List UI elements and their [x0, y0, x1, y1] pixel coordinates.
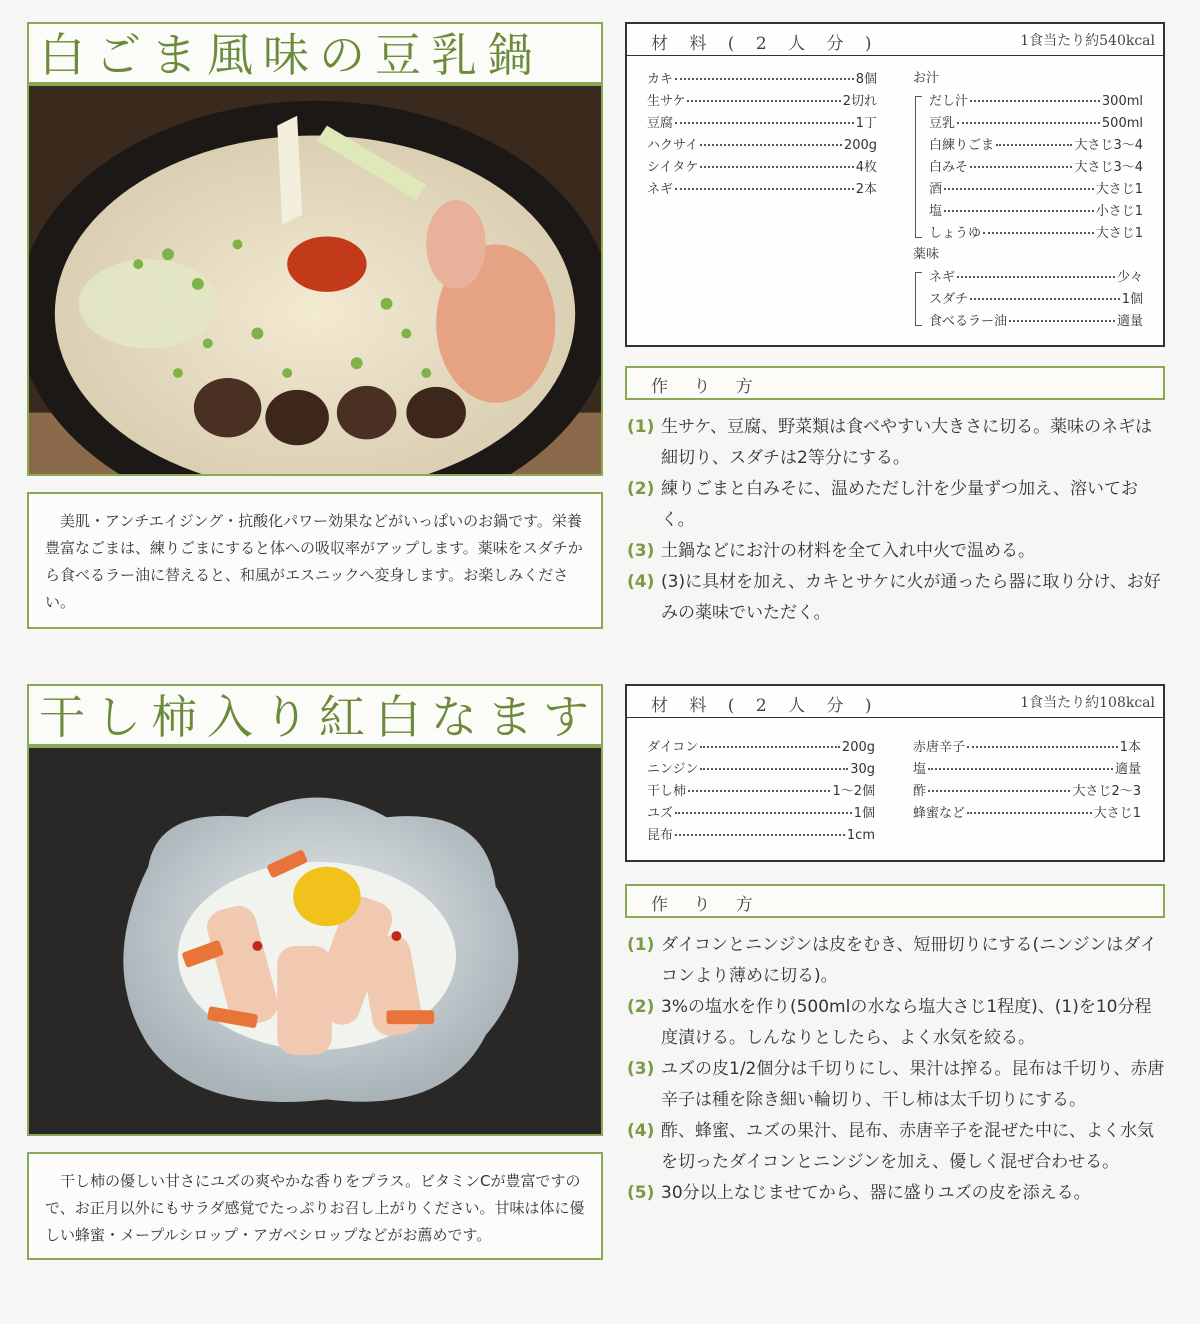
recipe2-ingredients-header: [627, 686, 1163, 718]
ingredient-row: 豆乳 500ml: [929, 116, 1143, 131]
soup-group: [913, 90, 1143, 244]
recipe1-ingredients-box: [625, 22, 1165, 347]
ingredient-row: 干し柿 1〜2個: [647, 784, 875, 799]
ingredient-row: だし汁 300ml: [929, 94, 1143, 109]
soup-group-title: お汁: [913, 71, 940, 86]
condiment-group-title: 薬味: [913, 247, 940, 262]
ingredient-row: ネギ 少々: [929, 270, 1143, 285]
recipe1-soup-ingredients: [913, 68, 1143, 332]
ingredient-row: スダチ 1個: [929, 292, 1143, 307]
recipe1-title: 白ごま風味の豆乳鍋: [39, 28, 543, 82]
recipe1-method-label: 作 り 方: [651, 377, 763, 397]
recipe1-intro: 美肌・アンチエイジング・抗酸化パワー効果などがいっぱいのお鍋です。栄養豊富なごまは、練りごまにすると体への吸収率がアップします。薬味をスダチから食べるラー油に替えると、和風がエスニックへ変身します。お楽しみください。: [27, 492, 603, 629]
recipe2-photo: [27, 746, 603, 1136]
step-item: (3) 土鍋などにお汁の材料を全て入れ中火で温める。: [627, 541, 1035, 561]
ingredient-row: シイタケ 4枚: [647, 160, 877, 175]
step-item: (1) 生サケ、豆腐、野菜類は食べやすい大きさに切る。薬味のネギは細切り、スダチは2等分にする。: [627, 417, 1153, 468]
ingredient-row: 塩 小さじ1: [929, 204, 1143, 219]
step-item: (4) 酢、蜂蜜、ユズの果汁、昆布、赤唐辛子を混ぜた中に、よく水気を切ったダイコンとニンジンを加え、優しく混ぜ合わせる。: [627, 1121, 1154, 1172]
ingredient-row: ニンジン 30g: [647, 762, 875, 777]
recipe2-method-label: 作 り 方: [651, 895, 763, 915]
recipe1-steps: [627, 412, 1167, 629]
step-item: (4) (3)に具材を加え、カキとサケに火が通ったら器に取り分け、お好みの薬味でいただく。: [627, 572, 1161, 623]
step-item: (5) 30分以上なじませてから、器に盛りユズの皮を添える。: [627, 1183, 1091, 1203]
ingredient-row: 昆布 1cm: [647, 828, 875, 843]
step-item: (3) ユズの皮1/2個分は千切りにし、果汁は搾る。昆布は千切り、赤唐辛子は種を除き細い輪切り、干し柿は太千切りにする。: [627, 1059, 1165, 1110]
recipe2-steps: [627, 930, 1167, 1209]
ingredient-row: 酢 大さじ2〜3: [913, 784, 1141, 799]
ingredient-row: しょうゆ 大さじ1: [929, 226, 1143, 241]
ingredient-row: ユズ 1個: [647, 806, 875, 821]
step-item: (1) ダイコンとニンジンは皮をむき、短冊切りにする(ニンジンはダイコンより薄めに切る)。: [627, 935, 1157, 986]
recipe2-title: 干し柿入り紅白なます: [39, 690, 599, 744]
ingredient-row: 塩 適量: [913, 762, 1141, 777]
recipe1-ingredients-label: 材 料 ( 2 人 分 ): [651, 34, 880, 54]
recipe1-main-ingredients: [647, 68, 877, 200]
recipe2-right-ingredients: [913, 736, 1141, 824]
recipe1-title-box: [27, 22, 603, 84]
recipe2-method-header: [625, 884, 1165, 918]
recipe2-intro: 干し柿の優しい甘さにユズの爽やかな香りをプラス。ビタミンCが豊富ですので、お正月以外にもサラダ感覚でたっぷりお召し上がりください。甘味は体に優しい蜂蜜・メープルシロップ・アガベシロップなどがお薦めです。: [27, 1152, 603, 1260]
ingredient-row: 生サケ 2切れ: [647, 94, 877, 109]
ingredient-row: 食べるラー油 適量: [929, 314, 1143, 329]
recipe1-kcal: 1食当たり約540kcal: [1020, 33, 1155, 49]
recipe2-ingredients-box: [625, 684, 1165, 862]
group-bracket: [915, 96, 922, 238]
ingredient-row: ネギ 2本: [647, 182, 877, 197]
ingredient-row: 赤唐辛子 1本: [913, 740, 1141, 755]
recipe1-method-header: [625, 366, 1165, 400]
ingredient-row: 蜂蜜など 大さじ1: [913, 806, 1141, 821]
ingredient-row: ハクサイ 200g: [647, 138, 877, 153]
recipe2-left-ingredients: [647, 736, 875, 846]
ingredient-row: 酒 大さじ1: [929, 182, 1143, 197]
ingredient-row: 白みそ 大さじ3〜4: [929, 160, 1143, 175]
ingredient-row: 豆腐 1丁: [647, 116, 877, 131]
recipe2-title-box: [27, 684, 603, 746]
step-item: (2) 練りごまと白みそに、温めただし汁を少量ずつ加え、溶いておく。: [627, 479, 1139, 530]
ingredient-row: ダイコン 200g: [647, 740, 875, 755]
recipe2-kcal: 1食当たり約108kcal: [1020, 695, 1155, 711]
group-bracket: [915, 272, 922, 326]
recipe2-ingredients-label: 材 料 ( 2 人 分 ): [651, 696, 880, 716]
recipe1-photo: [27, 84, 603, 476]
ingredient-row: カキ 8個: [647, 72, 877, 87]
condiment-group: [913, 266, 1143, 332]
recipe1-ingredients-header: [627, 24, 1163, 56]
step-item: (2) 3%の塩水を作り(500mlの水なら塩大さじ1程度)、(1)を10分程度漬ける。しんなりとしたら、よく水気を絞る。: [627, 997, 1152, 1048]
ingredient-row: 白練りごま 大さじ3〜4: [929, 138, 1143, 153]
